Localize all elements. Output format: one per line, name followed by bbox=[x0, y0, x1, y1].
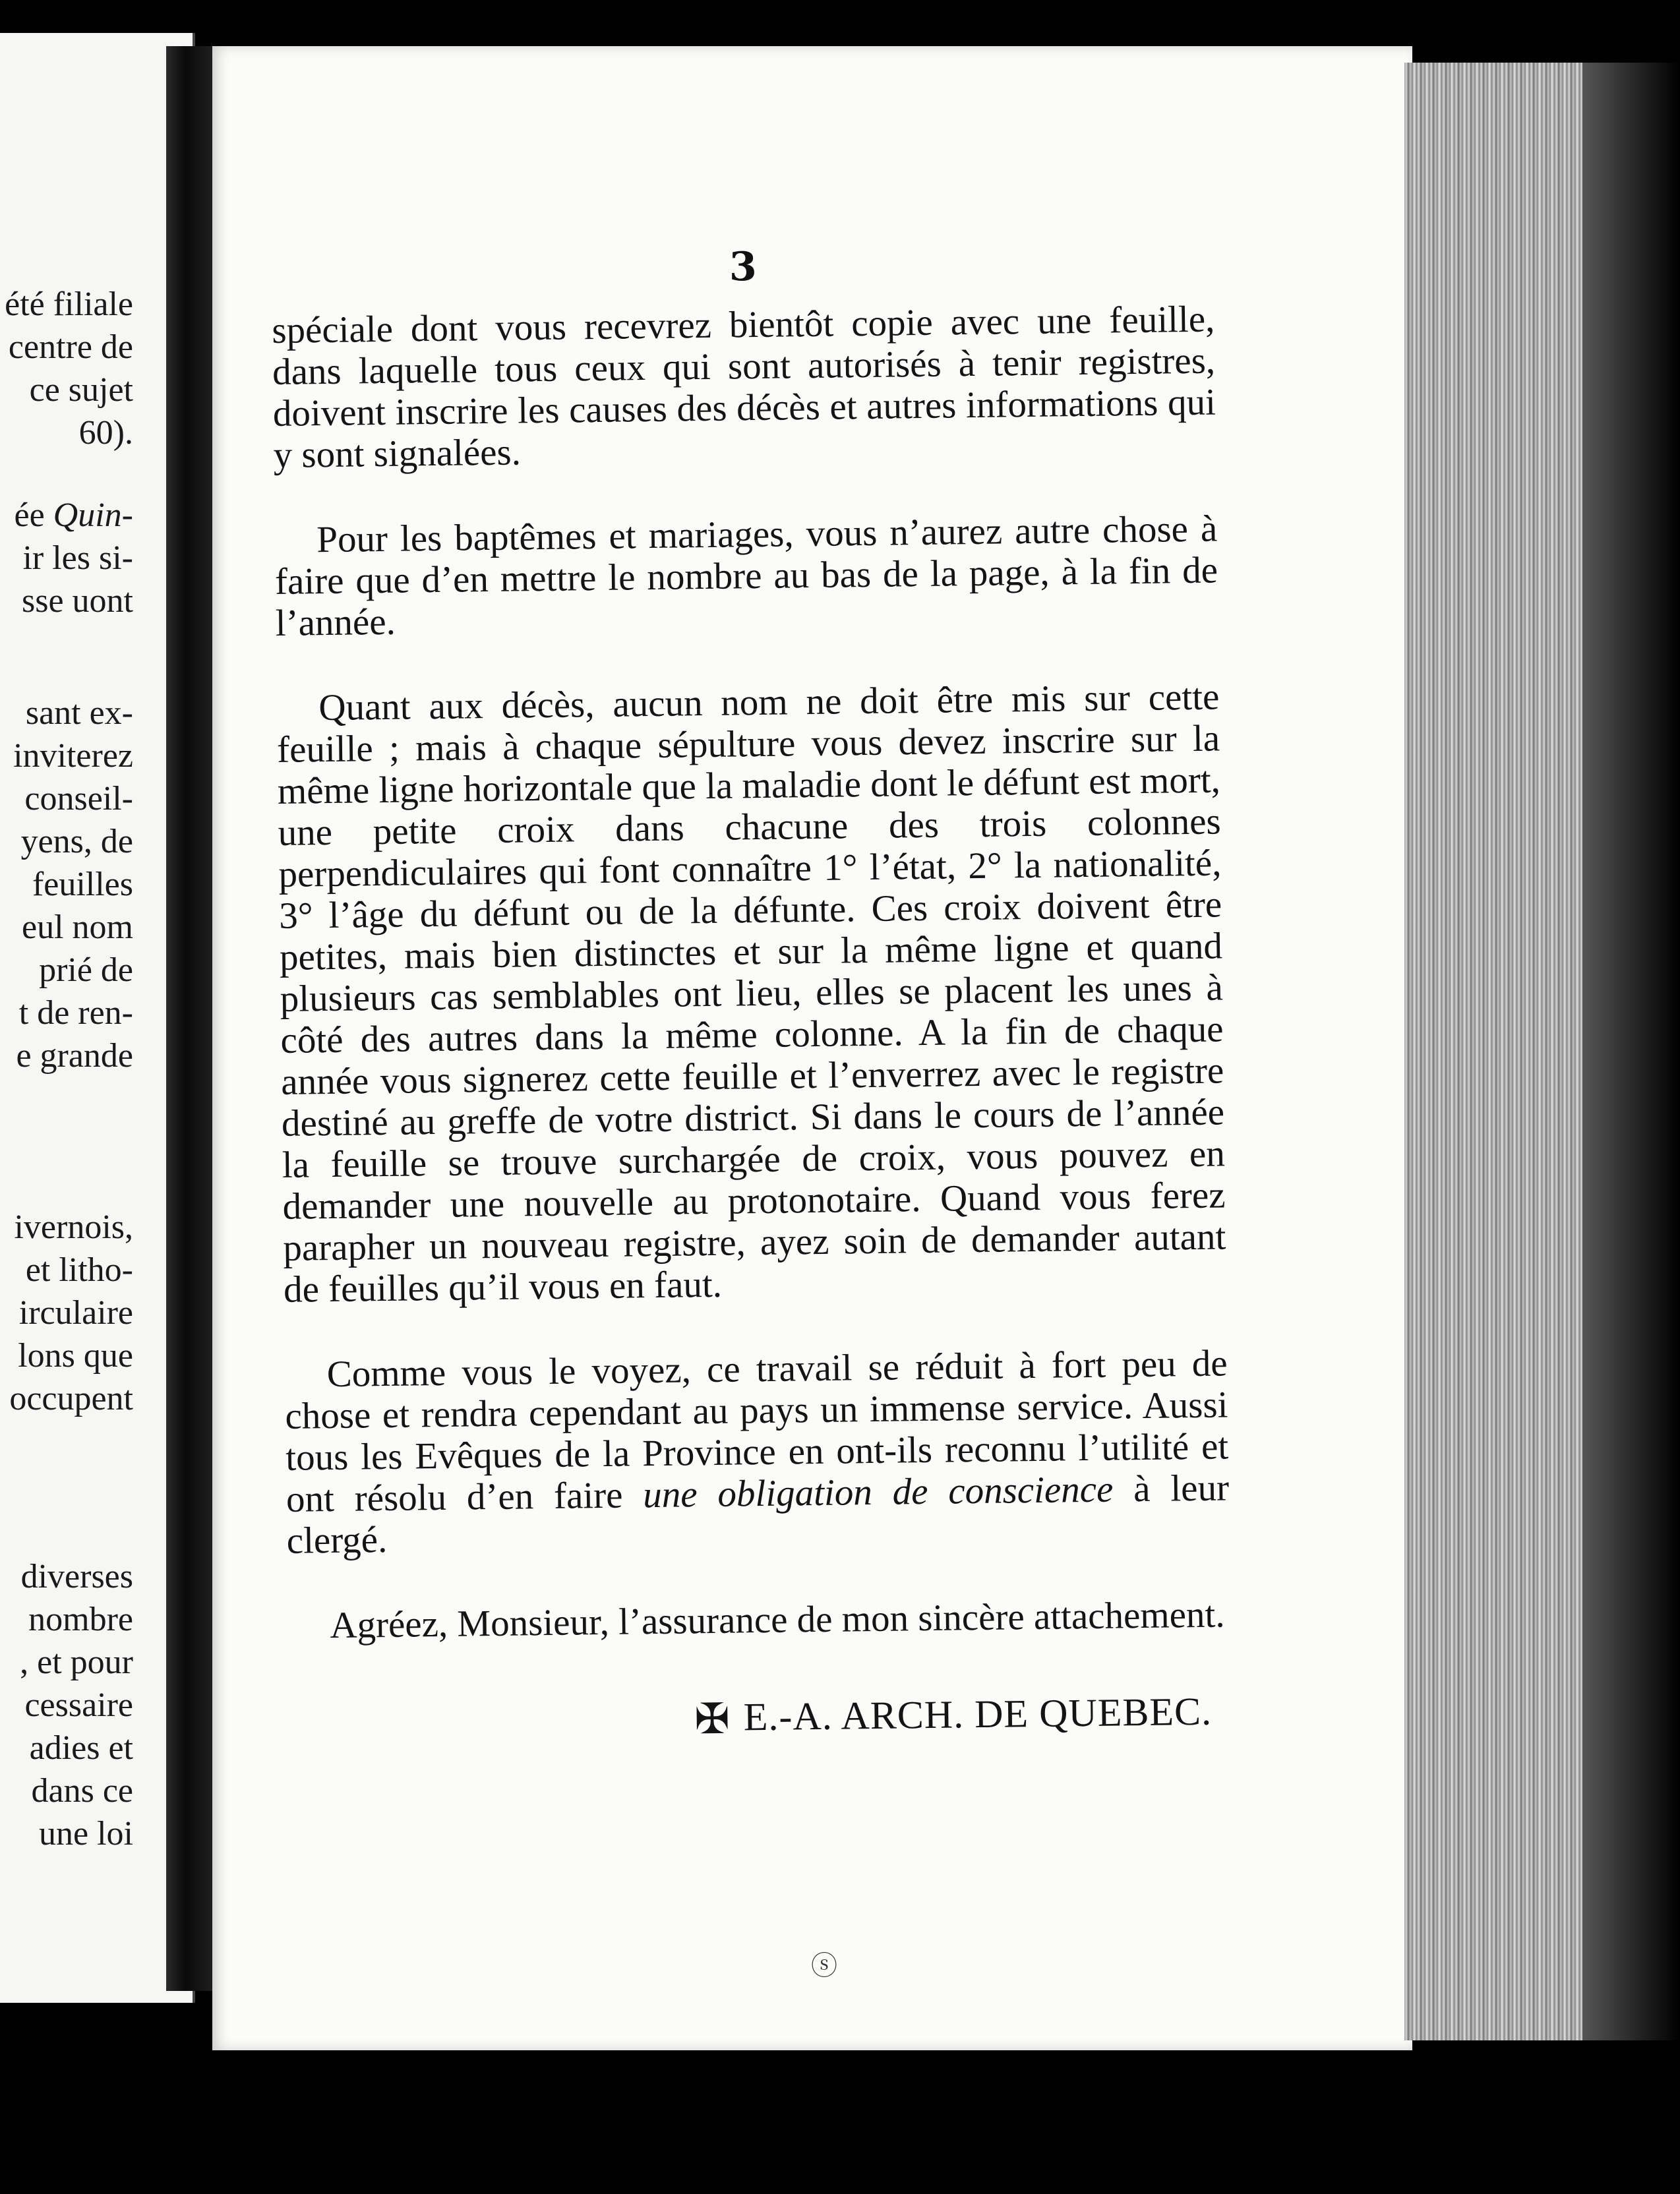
cross-icon: ✠ bbox=[694, 1695, 731, 1743]
previous-page-line: inviterez bbox=[13, 737, 133, 775]
previous-page-line: et litho- bbox=[25, 1251, 133, 1289]
paragraph-3: Quant aux décès, aucun nom ne doit être mis sur cette feuille ; mais à chaque sépulture vous devez inscrire sur la même ligne horizontale que la maladie dont le défunt est mort, une petite croix dans chacune des trois colonnes perpendiculaires qui font connaître 1° l’état, 2° la nationalité, 3° l’âge du défunt ou de la défunte. Ces croix doivent être petites, mais bien distinctes et sur la même ligne et quand plusieurs cas semblables ont lieu, elles se placent les unes à côté des autres dans la même colonne. A la fin de chaque année vous signerez cette feuille et l’enverrez avec le registre destiné au greffe de votre district. Si dans le cours de l’année la feuille se trouve surchargée de croix, vous pouvez en demander une nouvelle au protonotaire. Quand vous ferez parapher un nouveau registre, ayez soin de demander autant de feuilles qu’il vous en faut. bbox=[276, 676, 1226, 1311]
previous-page-line: e grande bbox=[16, 1037, 133, 1075]
paragraph-2: Pour les baptêmes et mariages, vous n’aurez autre chose à faire que d’en mettre le nombre au bas de la page, à la fin de l’année. bbox=[274, 508, 1218, 644]
page-number: 3 bbox=[729, 244, 757, 290]
previous-page-line: eul nom bbox=[22, 908, 133, 946]
previous-page-line: lons que bbox=[18, 1337, 133, 1375]
previous-page-line: ir les si- bbox=[22, 539, 133, 577]
previous-page-line: yens, de bbox=[20, 823, 133, 860]
previous-page-line: sse uont bbox=[22, 582, 133, 620]
book-gutter bbox=[166, 46, 214, 1991]
previous-page-line: une loi bbox=[39, 1815, 133, 1853]
previous-page-line: diverses bbox=[20, 1558, 133, 1595]
previous-page-line: irculaire bbox=[18, 1294, 133, 1332]
previous-page-line: 60). bbox=[78, 414, 133, 452]
paragraph-4-italic: une obligation de conscience bbox=[642, 1468, 1114, 1516]
previous-page-line: ée Quin- bbox=[14, 496, 133, 534]
previous-page-line: occupent bbox=[9, 1380, 133, 1417]
signature-line bbox=[289, 1690, 1232, 1744]
previous-page-line: t de ren- bbox=[18, 994, 133, 1032]
previous-page-line: ivernois, bbox=[14, 1208, 133, 1246]
previous-page-line: nombre bbox=[28, 1601, 133, 1638]
previous-page-line: dans ce bbox=[31, 1772, 133, 1810]
paragraph-4-text-a: Comme vous le voyez, ce travail se réduit à fort peu de chose et rendra cependant au pays un immense service. Aussi tous les Evêques de la Province en ont-ils reconnu l’utilité et ont résolu d’en faire bbox=[285, 1342, 1229, 1520]
previous-page-line: feuilles bbox=[32, 866, 133, 903]
book-edge-shadow bbox=[1582, 63, 1680, 2040]
previous-page-line: , et pour bbox=[20, 1644, 133, 1681]
paragraph-4-text-b: à leur clergé. bbox=[286, 1467, 1230, 1562]
signature-text: E.-A. ARCH. DE QUEBEC. bbox=[743, 1689, 1213, 1739]
previous-page-line: été filiale bbox=[5, 285, 133, 323]
paragraph-4 bbox=[284, 1342, 1230, 1561]
previous-page-line: ce sujet bbox=[29, 371, 133, 409]
paragraph-1: spéciale dont vous recevrez bientôt copie avec une feuille, dans laquelle tous ceux qui sont autorisés à tenir registres, doivent inscrire les causes des décès et autres informations qui y sont signalées. bbox=[272, 298, 1216, 476]
previous-page-line: adies et bbox=[29, 1729, 133, 1767]
paragraph-5: Agréez, Monsieur, l’assurance de mon sincère attachement. bbox=[330, 1593, 1225, 1647]
previous-page-line: sant ex- bbox=[25, 694, 133, 732]
previous-page-line: cessaire bbox=[24, 1686, 133, 1724]
book-page-edges bbox=[1404, 63, 1602, 2040]
previous-page-line: prié de bbox=[39, 951, 133, 989]
previous-page-line: centre de bbox=[8, 328, 133, 366]
printer-mark: ⓢ bbox=[811, 1951, 837, 1981]
letter-body bbox=[272, 299, 1232, 1789]
previous-page-line: conseil- bbox=[24, 780, 133, 817]
